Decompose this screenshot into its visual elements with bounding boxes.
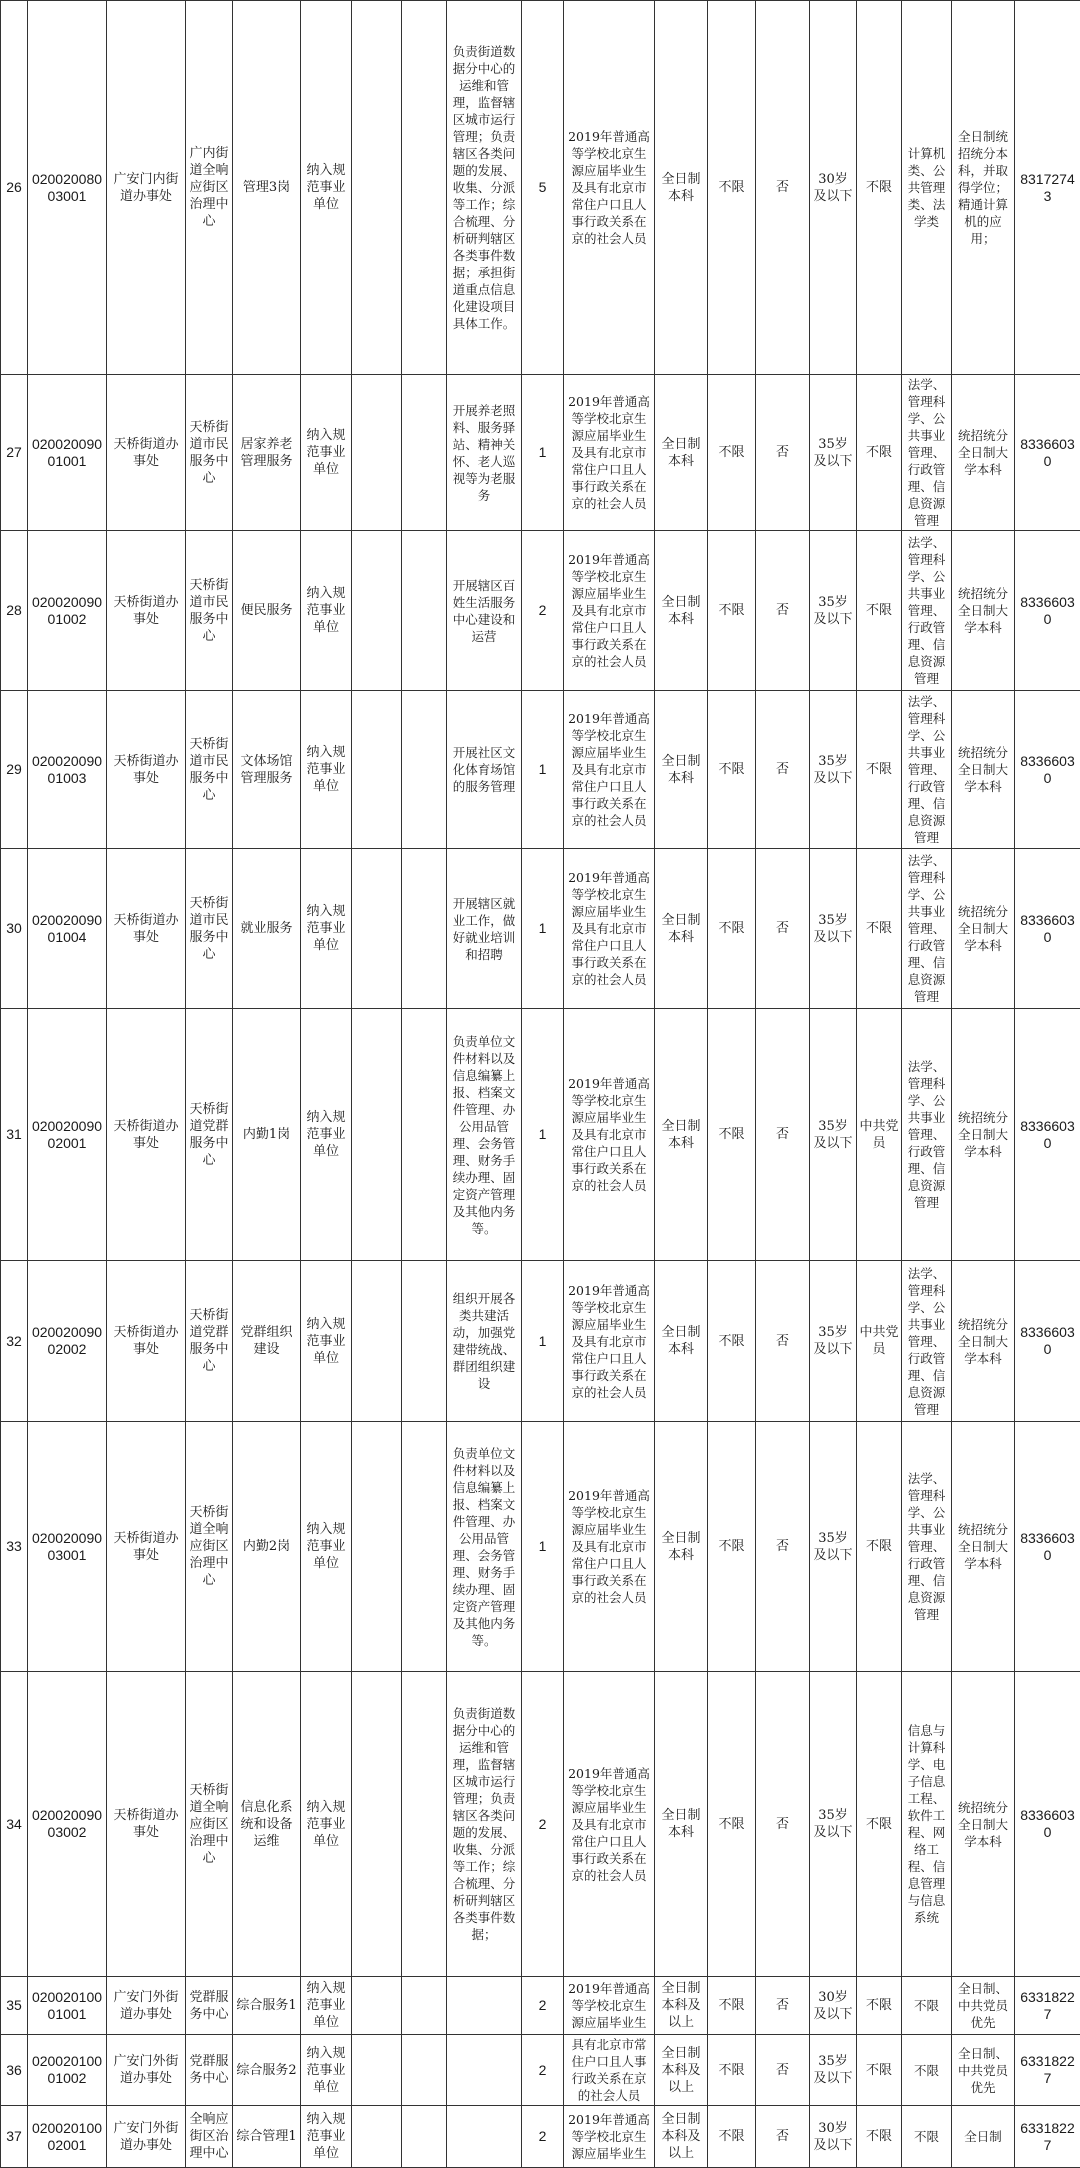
blank-cell-a	[352, 1977, 402, 2035]
blank-cell-b	[402, 1422, 447, 1672]
blank-cell-b	[402, 1, 447, 375]
post-cell: 综合管理1	[233, 2106, 301, 2168]
seq-cell: 37	[1, 2106, 28, 2168]
major-cell: 法学、管理科学、公共事业管理、行政管理、信息资源管理	[902, 1422, 952, 1672]
unit-cell: 天桥街道党群服务中心	[186, 1261, 233, 1422]
age-cell: 30岁及以下	[810, 2106, 857, 2168]
post-cell: 综合服务2	[233, 2035, 301, 2106]
edu-cell: 全日制本科	[655, 375, 708, 531]
blank-cell-b	[402, 849, 447, 1009]
code-cell: 02002010002001	[28, 2106, 107, 2168]
table-row	[1, 691, 1080, 849]
grassroots-cell: 否	[756, 691, 810, 849]
post-cell: 内勤1岗	[233, 1009, 301, 1261]
source-cell: 2019年普通高等学校北京生源应届毕业生及具有北京市常住户口且人事行政关系在京的社会人员	[564, 1009, 655, 1261]
degree-cell: 不限	[708, 1261, 756, 1422]
dept-cell: 广安门外街道办事处	[107, 2106, 186, 2168]
politics-cell: 不限	[857, 849, 902, 1009]
duty-cell: 负责单位文件材料以及信息编纂上报、档案文件管理、办公用品管理、会务管理、财务手续办理、固定资产管理及其他内务等。	[447, 1422, 522, 1672]
duty-cell: 开展辖区百姓生活服务中心建设和运营	[447, 531, 522, 691]
seq-cell: 29	[1, 691, 28, 849]
blank-cell-b	[402, 2106, 447, 2168]
dept-cell: 天桥街道办事处	[107, 1422, 186, 1672]
blank-cell-a	[352, 375, 402, 531]
code-cell: 02002009003001	[28, 1422, 107, 1672]
major-cell: 计算机类、公共管理类、法学类	[902, 1, 952, 375]
tel-cell: 63318227	[1015, 2035, 1080, 2106]
politics-cell: 不限	[857, 2106, 902, 2168]
major-cell: 法学、管理科学、公共事业管理、行政管理、信息资源管理	[902, 1009, 952, 1261]
code-cell: 02002009001002	[28, 531, 107, 691]
post-cell: 就业服务	[233, 849, 301, 1009]
nature-cell: 纳入规范事业单位	[301, 2106, 352, 2168]
nature-cell: 纳入规范事业单位	[301, 849, 352, 1009]
dept-cell: 广安门内街道办事处	[107, 1, 186, 375]
post-cell: 内勤2岗	[233, 1422, 301, 1672]
source-cell: 2019年普通高等学校北京生源应届毕业生	[564, 1977, 655, 2035]
unit-cell: 天桥街道全响应街区治理中心	[186, 1672, 233, 1977]
age-cell: 35岁及以下	[810, 849, 857, 1009]
other-cell: 统招统分全日制大学本科	[952, 1261, 1015, 1422]
dept-cell: 天桥街道办事处	[107, 691, 186, 849]
grassroots-cell: 否	[756, 2035, 810, 2106]
code-cell: 02002009001004	[28, 849, 107, 1009]
politics-cell: 不限	[857, 2035, 902, 2106]
other-cell: 统招统分全日制大学本科	[952, 1672, 1015, 1977]
dept-cell: 天桥街道办事处	[107, 375, 186, 531]
politics-cell: 不限	[857, 375, 902, 531]
blank-cell-b	[402, 1009, 447, 1261]
edu-cell: 全日制本科	[655, 1672, 708, 1977]
table-row	[1, 375, 1080, 531]
code-cell: 02002009003002	[28, 1672, 107, 1977]
count-cell: 5	[522, 1, 564, 375]
seq-cell: 32	[1, 1261, 28, 1422]
unit-cell: 党群服务中心	[186, 2035, 233, 2106]
nature-cell: 纳入规范事业单位	[301, 531, 352, 691]
blank-cell-a	[352, 1009, 402, 1261]
blank-cell-a	[352, 531, 402, 691]
other-cell: 统招统分全日制大学本科	[952, 531, 1015, 691]
seq-cell: 27	[1, 375, 28, 531]
duty-cell	[447, 1977, 522, 2035]
post-cell: 文体场馆管理服务	[233, 691, 301, 849]
count-cell: 1	[522, 375, 564, 531]
degree-cell: 不限	[708, 849, 756, 1009]
other-cell: 统招统分全日制大学本科	[952, 691, 1015, 849]
job-table-body	[1, 1, 1080, 2168]
unit-cell: 广内街道全响应街区治理中心	[186, 1, 233, 375]
blank-cell-a	[352, 2106, 402, 2168]
code-cell: 02002008003001	[28, 1, 107, 375]
table-row	[1, 1672, 1080, 1977]
tel-cell: 83172743	[1015, 1, 1080, 375]
grassroots-cell: 否	[756, 1009, 810, 1261]
grassroots-cell: 否	[756, 1422, 810, 1672]
unit-cell: 全响应街区治理中心	[186, 2106, 233, 2168]
post-cell: 居家养老管理服务	[233, 375, 301, 531]
degree-cell: 不限	[708, 1977, 756, 2035]
tel-cell: 83366030	[1015, 849, 1080, 1009]
source-cell: 2019年普通高等学校北京生源应届毕业生及具有北京市常住户口且人事行政关系在京的社会人员	[564, 849, 655, 1009]
source-cell: 2019年普通高等学校北京生源应届毕业生及具有北京市常住户口且人事行政关系在京的社会人员	[564, 1261, 655, 1422]
degree-cell: 不限	[708, 1, 756, 375]
major-cell: 法学、管理科学、公共事业管理、行政管理、信息资源管理	[902, 849, 952, 1009]
blank-cell-a	[352, 1672, 402, 1977]
tel-cell: 83366030	[1015, 1672, 1080, 1977]
grassroots-cell: 否	[756, 1977, 810, 2035]
degree-cell: 不限	[708, 2035, 756, 2106]
tel-cell: 83366030	[1015, 691, 1080, 849]
degree-cell: 不限	[708, 691, 756, 849]
politics-cell: 不限	[857, 1422, 902, 1672]
code-cell: 02002009001001	[28, 375, 107, 531]
blank-cell-b	[402, 1261, 447, 1422]
tel-cell: 83366030	[1015, 1261, 1080, 1422]
seq-cell: 31	[1, 1009, 28, 1261]
seq-cell: 26	[1, 1, 28, 375]
tel-cell: 83366030	[1015, 1422, 1080, 1672]
age-cell: 35岁及以下	[810, 375, 857, 531]
code-cell: 02002010001002	[28, 2035, 107, 2106]
other-cell: 全日制、中共党员优先	[952, 2035, 1015, 2106]
age-cell: 30岁及以下	[810, 1, 857, 375]
politics-cell: 中共党员	[857, 1009, 902, 1261]
other-cell: 全日制统招统分本科，并取得学位；精通计算机的应用；	[952, 1, 1015, 375]
major-cell: 法学、管理科学、公共事业管理、行政管理、信息资源管理	[902, 1261, 952, 1422]
unit-cell: 天桥街道市民服务中心	[186, 691, 233, 849]
grassroots-cell: 否	[756, 531, 810, 691]
edu-cell: 全日制本科	[655, 1009, 708, 1261]
nature-cell: 纳入规范事业单位	[301, 1977, 352, 2035]
unit-cell: 天桥街道党群服务中心	[186, 1009, 233, 1261]
duty-cell: 组织开展各类共建活动，加强党建带统战、群团组织建设	[447, 1261, 522, 1422]
post-cell: 便民服务	[233, 531, 301, 691]
edu-cell: 全日制本科及以上	[655, 2106, 708, 2168]
blank-cell-b	[402, 691, 447, 849]
seq-cell: 33	[1, 1422, 28, 1672]
age-cell: 35岁及以下	[810, 1261, 857, 1422]
source-cell: 2019年普通高等学校北京生源应届毕业生及具有北京市常住户口且人事行政关系在京的社会人员	[564, 1, 655, 375]
count-cell: 1	[522, 1261, 564, 1422]
edu-cell: 全日制本科	[655, 1, 708, 375]
major-cell: 法学、管理科学、公共事业管理、行政管理、信息资源管理	[902, 691, 952, 849]
blank-cell-a	[352, 1, 402, 375]
edu-cell: 全日制本科	[655, 1422, 708, 1672]
count-cell: 1	[522, 691, 564, 849]
blank-cell-a	[352, 1261, 402, 1422]
unit-cell: 天桥街道市民服务中心	[186, 849, 233, 1009]
seq-cell: 36	[1, 2035, 28, 2106]
major-cell: 不限	[902, 2106, 952, 2168]
edu-cell: 全日制本科	[655, 1261, 708, 1422]
table-row	[1, 1009, 1080, 1261]
tel-cell: 63318227	[1015, 2106, 1080, 2168]
tel-cell: 83366030	[1015, 1009, 1080, 1261]
dept-cell: 天桥街道办事处	[107, 849, 186, 1009]
edu-cell: 全日制本科	[655, 691, 708, 849]
post-cell: 综合服务1	[233, 1977, 301, 2035]
count-cell: 1	[522, 1009, 564, 1261]
blank-cell-b	[402, 2035, 447, 2106]
nature-cell: 纳入规范事业单位	[301, 1422, 352, 1672]
blank-cell-a	[352, 2035, 402, 2106]
code-cell: 02002010001001	[28, 1977, 107, 2035]
blank-cell-a	[352, 1422, 402, 1672]
blank-cell-b	[402, 375, 447, 531]
blank-cell-b	[402, 531, 447, 691]
count-cell: 2	[522, 531, 564, 691]
edu-cell: 全日制本科及以上	[655, 2035, 708, 2106]
code-cell: 02002009002002	[28, 1261, 107, 1422]
source-cell: 2019年普通高等学校北京生源应届毕业生及具有北京市常住户口且人事行政关系在京的社会人员	[564, 1672, 655, 1977]
nature-cell: 纳入规范事业单位	[301, 1261, 352, 1422]
table-row	[1, 531, 1080, 691]
politics-cell: 不限	[857, 691, 902, 849]
age-cell: 35岁及以下	[810, 2035, 857, 2106]
blank-cell-a	[352, 691, 402, 849]
source-cell: 2019年普通高等学校北京生源应届毕业生	[564, 2106, 655, 2168]
politics-cell: 不限	[857, 531, 902, 691]
politics-cell: 不限	[857, 1977, 902, 2035]
nature-cell: 纳入规范事业单位	[301, 375, 352, 531]
politics-cell: 中共党员	[857, 1261, 902, 1422]
blank-cell-a	[352, 849, 402, 1009]
source-cell: 具有北京市常住户口且人事行政关系在京的社会人员	[564, 2035, 655, 2106]
major-cell: 信息与计算科学、电子信息工程、软件工程、网络工程、信息管理与信息系统	[902, 1672, 952, 1977]
count-cell: 1	[522, 1422, 564, 1672]
duty-cell	[447, 2035, 522, 2106]
edu-cell: 全日制本科	[655, 849, 708, 1009]
age-cell: 35岁及以下	[810, 1672, 857, 1977]
count-cell: 2	[522, 1977, 564, 2035]
seq-cell: 34	[1, 1672, 28, 1977]
blank-cell-b	[402, 1672, 447, 1977]
tel-cell: 83366030	[1015, 531, 1080, 691]
grassroots-cell: 否	[756, 1672, 810, 1977]
table-row	[1, 1422, 1080, 1672]
age-cell: 35岁及以下	[810, 1422, 857, 1672]
duty-cell: 开展社区文化体育场馆的服务管理	[447, 691, 522, 849]
table-row	[1, 1261, 1080, 1422]
grassroots-cell: 否	[756, 375, 810, 531]
age-cell: 35岁及以下	[810, 1009, 857, 1261]
post-cell: 党群组织建设	[233, 1261, 301, 1422]
unit-cell: 天桥街道市民服务中心	[186, 375, 233, 531]
age-cell: 35岁及以下	[810, 691, 857, 849]
degree-cell: 不限	[708, 375, 756, 531]
degree-cell: 不限	[708, 1422, 756, 1672]
table-row	[1, 1, 1080, 375]
other-cell: 统招统分全日制大学本科	[952, 1009, 1015, 1261]
table-row	[1, 2035, 1080, 2106]
tel-cell: 63318227	[1015, 1977, 1080, 2035]
nature-cell: 纳入规范事业单位	[301, 1672, 352, 1977]
unit-cell: 党群服务中心	[186, 1977, 233, 2035]
grassroots-cell: 否	[756, 1261, 810, 1422]
table-row	[1, 849, 1080, 1009]
politics-cell: 不限	[857, 1672, 902, 1977]
other-cell: 全日制	[952, 2106, 1015, 2168]
source-cell: 2019年普通高等学校北京生源应届毕业生及具有北京市常住户口且人事行政关系在京的社会人员	[564, 691, 655, 849]
edu-cell: 全日制本科及以上	[655, 1977, 708, 2035]
major-cell: 法学、管理科学、公共事业管理、行政管理、信息资源管理	[902, 375, 952, 531]
politics-cell: 不限	[857, 1, 902, 375]
age-cell: 35岁及以下	[810, 531, 857, 691]
source-cell: 2019年普通高等学校北京生源应届毕业生及具有北京市常住户口且人事行政关系在京的社会人员	[564, 375, 655, 531]
duty-cell	[447, 2106, 522, 2168]
grassroots-cell: 否	[756, 2106, 810, 2168]
dept-cell: 广安门外街道办事处	[107, 2035, 186, 2106]
age-cell: 30岁及以下	[810, 1977, 857, 2035]
count-cell: 2	[522, 2106, 564, 2168]
dept-cell: 广安门外街道办事处	[107, 1977, 186, 2035]
degree-cell: 不限	[708, 1009, 756, 1261]
major-cell: 法学、管理科学、公共事业管理、行政管理、信息资源管理	[902, 531, 952, 691]
dept-cell: 天桥街道办事处	[107, 531, 186, 691]
other-cell: 统招统分全日制大学本科	[952, 375, 1015, 531]
duty-cell: 开展养老照料、服务驿站、精神关怀、老人巡视等为老服务	[447, 375, 522, 531]
nature-cell: 纳入规范事业单位	[301, 1, 352, 375]
major-cell: 不限	[902, 2035, 952, 2106]
post-cell: 管理3岗	[233, 1, 301, 375]
other-cell: 统招统分全日制大学本科	[952, 1422, 1015, 1672]
nature-cell: 纳入规范事业单位	[301, 2035, 352, 2106]
unit-cell: 天桥街道全响应街区治理中心	[186, 1422, 233, 1672]
duty-cell: 负责街道数据分中心的运维和管理，监督辖区城市运行管理；负责辖区各类问题的发展、收集、分派等工作；综合梳理、分析研判辖区各类事件数据；	[447, 1672, 522, 1977]
count-cell: 1	[522, 849, 564, 1009]
seq-cell: 28	[1, 531, 28, 691]
post-cell: 信息化系统和设备运维	[233, 1672, 301, 1977]
degree-cell: 不限	[708, 1672, 756, 1977]
other-cell: 全日制、中共党员优先	[952, 1977, 1015, 2035]
grassroots-cell: 否	[756, 849, 810, 1009]
other-cell: 统招统分全日制大学本科	[952, 849, 1015, 1009]
tel-cell: 83366030	[1015, 375, 1080, 531]
degree-cell: 不限	[708, 531, 756, 691]
nature-cell: 纳入规范事业单位	[301, 1009, 352, 1261]
source-cell: 2019年普通高等学校北京生源应届毕业生及具有北京市常住户口且人事行政关系在京的社会人员	[564, 1422, 655, 1672]
duty-cell: 开展辖区就业工作，做好就业培训和招聘	[447, 849, 522, 1009]
edu-cell: 全日制本科	[655, 531, 708, 691]
table-row	[1, 2106, 1080, 2168]
dept-cell: 天桥街道办事处	[107, 1009, 186, 1261]
dept-cell: 天桥街道办事处	[107, 1672, 186, 1977]
code-cell: 02002009002001	[28, 1009, 107, 1261]
seq-cell: 35	[1, 1977, 28, 2035]
unit-cell: 天桥街道市民服务中心	[186, 531, 233, 691]
source-cell: 2019年普通高等学校北京生源应届毕业生及具有北京市常住户口且人事行政关系在京的社会人员	[564, 531, 655, 691]
duty-cell: 负责街道数据分中心的运维和管理，监督辖区城市运行管理；负责辖区各类问题的发展、收集、分派等工作；综合梳理、分析研判辖区各类事件数据；承担街道重点信息化建设项目具体工作。	[447, 1, 522, 375]
count-cell: 2	[522, 1672, 564, 1977]
count-cell: 2	[522, 2035, 564, 2106]
major-cell: 不限	[902, 1977, 952, 2035]
code-cell: 02002009001003	[28, 691, 107, 849]
dept-cell: 天桥街道办事处	[107, 1261, 186, 1422]
seq-cell: 30	[1, 849, 28, 1009]
blank-cell-b	[402, 1977, 447, 2035]
grassroots-cell: 否	[756, 1, 810, 375]
table-row	[1, 1977, 1080, 2035]
degree-cell: 不限	[708, 2106, 756, 2168]
duty-cell: 负责单位文件材料以及信息编纂上报、档案文件管理、办公用品管理、会务管理、财务手续办理、固定资产管理及其他内务等。	[447, 1009, 522, 1261]
nature-cell: 纳入规范事业单位	[301, 691, 352, 849]
